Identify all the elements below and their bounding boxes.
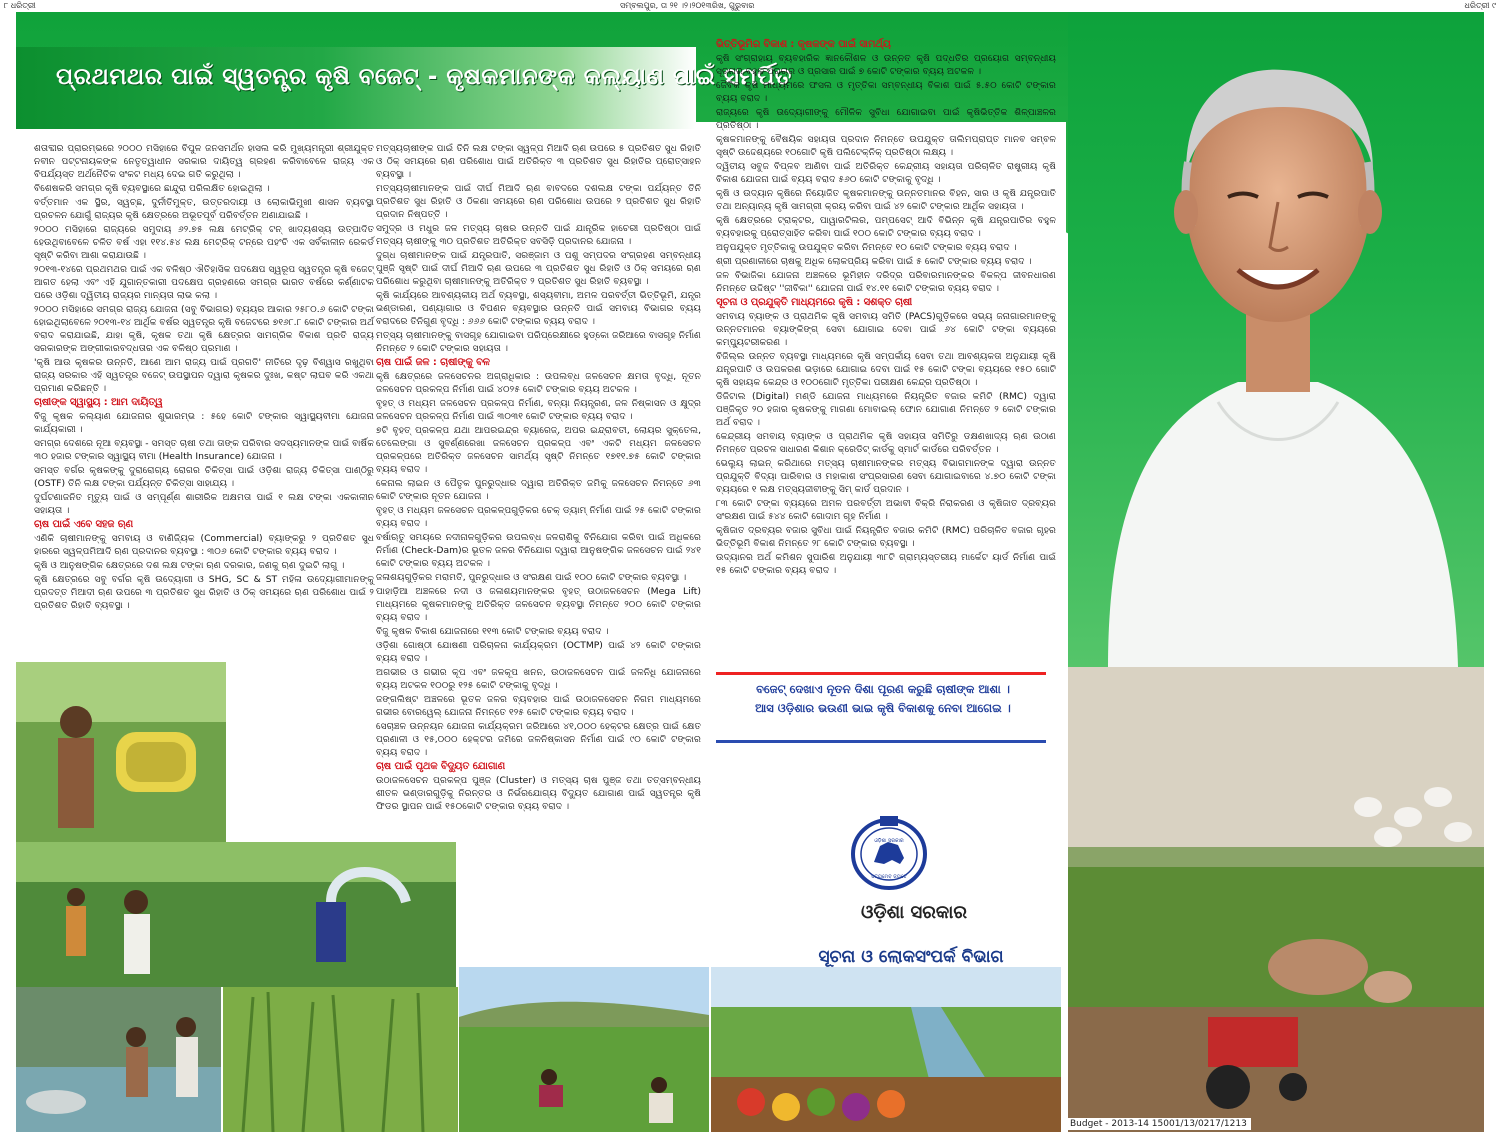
masthead-date: ସମ୍ବଲପୁର, ତା ୨୧ ।୨।୨୦୧୩ରିଖ, ଗୁରୁବାର <box>620 1 755 10</box>
section-heading-technology: ସୂଚନା ଓ ପ୍ରଯୁକ୍ତି ମାଧ୍ୟମରେ କୃଷି : ସଶକ୍ତ ଚାଷୀ <box>716 297 913 308</box>
photo-farmer-bananas <box>16 662 226 842</box>
right-page-label: ଧରିତ୍ରୀ ୯ <box>1464 1 1496 10</box>
column-2: ମତ୍ସ୍ୟଚାଷୀଙ୍କ ପାଇଁ ତିନି ଲକ୍ଷ ଟଙ୍କା ସ୍ୱଳ୍ପ ମିଆଦି ଋଣ ଉପରେ ୫ ପ୍ରତିଶତ ସୁଧ ରିହାତି ଓ ଠିକ୍ ସମୟରେ ଋଣ ପରିଶୋଧ ପାଇଁ ଅତିରିକ୍ତ ୩ ପ୍ରତିଶତ ସୁଧ ରିହାତିର ପ୍ରୋତ୍ସାହନ ବ୍ୟବସ୍ଥା । ମତ୍ସ୍ୟଚାଷୀମାନଙ୍କ ପାଇଁ ଦୀର୍ଘ ମିଆଦି ଋଣ ବାବଦରେ ଦଶଲକ୍ଷ ଟଙ୍କା ପର୍ଯ୍ୟନ୍ତ ତିନି ପ୍ରତିଶତ ସୁଧ ରିହାତି ଓ ଠିକଣା ସମୟରେ ଋଣ ପରିଶୋଧ ଉପରେ ୨ ପ୍ରତିଶତ ସୁଧ ରିହାତି ପ୍ରଦାନ ନିଷ୍ପତ୍ତି । ସମୁଦ୍ର ଓ ମଧୁର ଜଳ ମତ୍ସ୍ୟ ଚାଷର ଉନ୍ନତି ପାଇଁ ଯାନ୍ତ୍ରିକ ହାଚେରୀ ପ୍ରତିଷ୍ଠା ପାଇଁ ମତ୍ସ୍ୟ ଚାଷୀଙ୍କୁ ୩୦ ପ୍ରତିଶତ ଅତିରିକ୍ତ ସବସିଡ଼ି ପ୍ରଦାନର ଯୋଜନା । ଦୁଗ୍ଧ ଚାଷୀମାନଙ୍କ ପାଇଁ ଯନ୍ତ୍ରପାତି, ସରଞ୍ଜାମ ଓ ପଶୁ ସମ୍ପଦର ସଂଗ୍ରହଣ ସମ୍ବନ୍ଧୀୟ ପୁଞ୍ଜି ସୃଷ୍ଟି ପାଇଁ ଦୀର୍ଘ ମିଆଦି ଋଣ ଉପରେ ୩ ପ୍ରତିଶତ ସୁଧ ରିହାତି ଓ ଠିକ୍ ସମୟରେ ଋଣ ପରିଶୋଧ କରୁଥିବା ଚାଷୀମାନଙ୍କୁ ଅତିରିକ୍ତ ୨ ପ୍ରତିଶତ ସୁଧ ରିହାତି ବ୍ୟବସ୍ଥା । କୃଷି କାର୍ଯ୍ୟରେ ଆବଶ୍ୟକୀୟ ଅର୍ଥ ବ୍ୟବସ୍ଥା, ଶସ୍ୟବୀମା, ଅମଳ ପରବର୍ତ୍ତୀ ଭିତ୍ତିଭୂମି, ଯନ୍ତ୍ର ଭଣ୍ଡାରଣ, ପଣ୍ୟାଗାର ଓ ବିପଣନ ବ୍ୟବସ୍ଥାର ଉନ୍ନତି ପାଇଁ ସମବାୟ ବିଭାଗର ବ୍ୟୟ ବରାଦରେ ତିନିଗୁଣ ବୃଦ୍ଧି : ୬୬୬ କୋଟି ଟଙ୍କାର ବ୍ୟୟ ବରାଦ । ମତ୍ସ୍ୟ ଚାଷୀମାନଙ୍କୁ ବାସଗୃହ ଯୋଗାଇବା ପରିପ୍ରେକ୍ଷୀରେ ହୁଡ୍‌କୋ ଜରିଆରେ ବାସଗୃହ ନିର୍ମାଣ ନିମନ୍ତେ ୨ କୋଟି ଟଙ୍କାର ସହାୟତା । ଚାଷ ପାଇଁ ଜଳ : ଚାଷୀଙ୍କୁ ବଳ କୃଷି କ୍ଷେତ୍ରରେ ଜଳସେଚନର ଅଗ୍ରାଧିକାର : ଉପଲବ୍ଧ ଜଳସେଚନ କ୍ଷମତା ବୃଦ୍ଧି, ନୂତନ ଜଳସେଚନ ପ୍ରକଳ୍ପ ନିର୍ମାଣ ପାଇଁ ୪୦୨୫ କୋଟି ଟଙ୍କାର ବ୍ୟୟ ଅଟକଳ । ବୃହତ୍ ଓ ମଧ୍ୟମ ଜଳସେଚନ ପ୍ରକଳ୍ପ ନିର୍ମାଣ, ବନ୍ୟା ନିୟନ୍ତ୍ରଣ, ଜଳ ନିଷ୍କାସନ ଓ କ୍ଷୁଦ୍ର ଜଳସେଚନ ପ୍ରକଳ୍ପ ନିର୍ମାଣ ପାଇଁ ୩୦୩୧ କୋଟି ଟଙ୍କାର ବ୍ୟୟ ବରାଦ । ୭ଟି ବୃହତ୍ ପ୍ରକଳ୍ପ ଯଥା ଆପରଇନ୍ଦ୍ର ବ୍ୟାରେଜ୍, ଅପର ଇନ୍ଦ୍ରାବତୀ, ଲୋୟର ସୁକ୍‌ତେଲ, ତେଲେଙ୍ଗା ଓ ସୁବର୍ଣ୍ଣରେଖା ଜଳସେଚନ ପ୍ରକଳ୍ପ ଏବଂ ଏକଟି ମଧ୍ୟମ ଜଳସେଚନ ପ୍ରକଳ୍ପରେ ଅତିରିକ୍ତ ଜଳସେଚନ ସାମର୍ଥ୍ୟ ସୃଷ୍ଟି ନିମନ୍ତେ ୧୭୧୧.୭୫ କୋଟି ଟଙ୍କାର ବ୍ୟୟ ବରାଦ । କେନାଲ ଲାଇନ ଓ ପୈତୃକ ପୁନରୁଦ୍ଧାର ଦ୍ୱାରା ଅତିରିକ୍ତ ଜମିକୁ ଜଳସେଚନ ନିମନ୍ତେ ୬୩ କୋଟି ଟଙ୍କାର ନୂତନ ଯୋଜନା । ବୃହତ୍ ଓ ମଧ୍ୟମ ଜଳସେଚନ ପ୍ରକଳ୍ପଗୁଡ଼ିକର ଚେକ୍ ଡ୍ୟାମ୍ ନିର୍ମାଣ ପାଇଁ ୨୫ କୋଟି ଟଙ୍କାର ବ୍ୟୟ ବରାଦ । ବର୍ଷାଋତୁ ସମୟରେ ନଦୀନାଳଗୁଡ଼ିକର ଉପଲବ୍ଧ ଜଳରାଶିକୁ ବିନିଯୋଗ କରିବା ପାଇଁ ଅଧିକରେ ନିର୍ମାଣ (Check-Dam)ର ଭୂତଳ ଜଳର ବିନିଯୋଗ ଦ୍ୱାରା ଆନୁଷଙ୍ଗିକ ଜଳସେଚନ ପାଇଁ ୨୪୧ କୋଟି ଟଙ୍କାର ବ୍ୟୟ ଅଟକଳ । ଜଳାଶୟଗୁଡ଼ିକର ମରାମତି, ପୁନରୁଦ୍ଧାର ଓ ସଂରକ୍ଷଣ ପାଇଁ ୧୦୦ କୋଟି ଟଙ୍କାର ବ୍ୟବସ୍ଥା । ପାହାଡ଼ିଆ ଅଞ୍ଚଳରେ ନଦୀ ଓ ଜଳାଶୟମାନଙ୍କର ବୃହତ୍ ଉଠାଜଳସେଚନ (Mega Lift) ମାଧ୍ୟମରେ କୃଷକମାନଙ୍କୁ ଅତିରିକ୍ତ ଜଳସେଚନ ବ୍ୟବସ୍ଥା ନିମନ୍ତେ ୨୦୦ କୋଟି ଟଙ୍କାର ବ୍ୟୟ ବରାଦ । ବିଜୁ କୃଷକ ବିକାଶ ଯୋଜନାରେ ୧୧୩ କୋଟି ଟଙ୍କାର ବ୍ୟୟ ବରାଦ । ଓଡ଼ିଶା ଗୋଷ୍ଠୀ ଯୋଷଣୀ ପରିଚାଳନା କାର୍ଯ୍ୟକ୍ରମ (OCTMP) ପାଇଁ ୪୨ କୋଟି ଟଙ୍କାର ବ୍ୟୟ ବରାଦ । ଅଗଭୀର ଓ ଗଭୀର କୂପ ଏବଂ ଜଳକୂପ ଖନନ, ଉଠାଜଳସେଚନ ପାଇଁ ଜଳନିଧି ଯୋଜନାରେ ବ୍ୟୟ ଅଟକଳ ୧୦୦ରୁ ୧୨୫ କୋଟି ଟଙ୍କାକୁ ବୃଦ୍ଧି । ଜଙ୍ଗଲିଷ୍ଟ ଅଞ୍ଚଳରେ ଭୂତଳ ଜଳର ବ୍ୟବହାର ପାଇଁ ଉଠାଜଳସେଚନ ନିଗମ ମାଧ୍ୟମରେ ଗଭୀର ବୋରୱେଲ୍ ଯୋଜନା ନିମନ୍ତେ ୧୨୫ କୋଟି ଟଙ୍କାର ବ୍ୟୟ ବରାଦ । ସେଚାଞ୍ଚଳ ଉନ୍ନୟନ ଯୋଜନା କାର୍ଯ୍ୟକ୍ରମ ଜରିଆରେ ୪୧,୦୦୦ ହେକ୍ଟର କ୍ଷେତ୍ର ପାଇଁ କ୍ଷେତ ପ୍ରଣାଳୀ ଓ ୧୫,୦୦୦ ହେକ୍ଟର ଜମିରେ ଜଳନିଷ୍କାସନ ନିର୍ମାଣ ପାଇଁ ୯୦ କୋଟି ଟଙ୍କାର ବ୍ୟୟ ବରାଦ । ଚାଷ ପାଇଁ ପୃଥକ ବିଦ୍ୟୁତ ଯୋଗାଣ ଉଠାଜଳସେଚନ ପ୍ରକଳ୍ପ ପୁଞ୍ଜ (Cluster) ଓ ମତ୍ସ୍ୟ ଚାଷ ପୁଞ୍ଜ ତଥା ତତ୍ସମ୍ବନ୍ଧୀୟ ଶୀତଳ ଭଣ୍ଡାରଗୁଡ଼ିକୁ ନିରନ୍ତର ଓ ନିର୍ଭରଯୋଗ୍ୟ ବିଦ୍ୟୁତ ଯୋଗାଣ ପାଇଁ ସ୍ୱତନ୍ତ୍ର କୃଷି ଫିଡର ସ୍ଥାପନ ପାଇଁ ୧୫୦କୋଟି ଟଙ୍କାର ବ୍ୟୟ ବରାଦ । <box>376 143 701 812</box>
budget-code: Budget - 2013-14 15001/13/0217/1213 <box>1066 1118 1251 1130</box>
column-1: ଶତାବ୍ଦୀର ପ୍ରାରମ୍ଭରେ ୨୦୦୦ ମସିହାରେ ବିପୁଳ ଜନସମର୍ଥନ ହାସଲ କରି ମୁଖ୍ୟମନ୍ତ୍ରୀ ଶ୍ରୀଯୁକ୍ତ ନବୀନ ପଟ୍ଟନାୟକଙ୍କ ନେତୃତ୍ୱାଧୀନ ସରକାର ଦାୟିତ୍ୱ ଗ୍ରହଣ କରିବାବେଳେ ରାଜ୍ୟ ଏକ ବିପର୍ଯ୍ୟସ୍ତ ଅର୍ଥନୈତିକ ସଂକଟ ମଧ୍ୟ ଦେଇ ଗତି କରୁଥିଲା । ବିଶେଷକରି ସମଗ୍ର କୃଷି ବ୍ୟବସ୍ଥାରେ ଛାନ୍ଦୁରା ପରିଲକ୍ଷିତ ହୋଇଥିଲା । ବର୍ତ୍ତମାନ ଏକ ସ୍ଥିର, ସ୍ୱଚ୍ଛ, ଦୁର୍ନୀତିମୁକ୍ତ, ଉତ୍ତରଦାୟୀ ଓ ଲୋକାଭିମୁଖୀ ଶାସନ ବ୍ୟବସ୍ଥା ପ୍ରଚଳନ ଯୋଗୁଁ ରାଜ୍ୟର କୃଷି କ୍ଷେତ୍ରରେ ଅଭୂତପୂର୍ବ ପରିବର୍ତ୍ତନ ଅଣାଯାଇଛି । ୨୦୦୦ ମସିହାରେ ରାଜ୍ୟରେ ସମୁଦାୟ ୬୨.୭୫ ଲକ୍ଷ ମେଟ୍ରିକ୍ ଟନ୍ ଖାଦ୍ୟଶସ୍ୟ ଉତ୍ପାଦିତ ହେଉଥିବାବେଳେ ଚଳିତ ବର୍ଷ ଏହା ୧୧୪.୫୪ ଲକ୍ଷ ମେଟ୍ରିକ୍ ଟନ୍‌ରେ ପହଂଚି ଏକ ସର୍ବକାଳୀନ ରେକର୍ଡ ସୃଷ୍ଟି କରିବା ଆଶା କରାଯାଉଛି । ୨୦୧୩-୧୪ରେ ପ୍ରଥମଥର ପାଇଁ ଏକ ବଳିଷ୍ଠ ଐତିହାସିକ ପଦକ୍ଷେପ ସ୍ୱରୂପ ସ୍ୱତନ୍ତ୍ର କୃଷି ବଜେଟ୍ ଆଗତ ହେଲା ଏବଂ ଏହି ଯୁଗାନ୍ତକାରୀ ପଦକ୍ଷେପ ଗ୍ରହଣରେ ସମଗ୍ର ଭାରତ ବର୍ଷରେ କର୍ଣ୍ଣାଟକ ପରେ ଓଡ଼ିଶା ଦ୍ୱିତୀୟ ରାଜ୍ୟର ମାନ୍ୟତା ଲାଭ କଲା । ୨୦୦୦ ମସିହାରେ ସମଗ୍ର ରାଜ୍ୟ ଯୋଜନା (ସବୁ ବିଭାଗର) ବ୍ୟୟର ଆକାର ୨୫୮୦.୬ କୋଟି ଟଙ୍କା ହୋଇଥିଲାବେଳେ ୨୦୧୩-୧୪ ଆର୍ଥିକ ବର୍ଷର ସ୍ୱତନ୍ତ୍ର କୃଷି ବଜେଟରେ ୭୧୬୮.୮ କୋଟି ଟଙ୍କାର ଅର୍ଥ ବରାଦ କରାଯାଇଛି, ଯାହା କୃଷି, କୃଷକ ତଥା କୃଷି କ୍ଷେତ୍ରର ସାମଗ୍ରିକ ବିକାଶ ପ୍ରତି ରାଜ୍ୟ ସରକାରଙ୍କ ଅଙ୍ଗୀକାରବଦ୍ଧତାର ଏକ ବଳିଷ୍ଠ ପ୍ରମାଣ । 'କୃଷି ଆଉ କୃଷକର ଉନ୍ନତି, ଆଣେ ଆମ ରାଜ୍ୟ ପାଇଁ ପ୍ରଗତି' ନୀତିରେ ଦୃଢ଼ ବିଶ୍ୱାସ ରଖୁଥିବା ରାଜ୍ୟ ସରକାର ଏହି ସ୍ୱତନ୍ତ୍ର ବଜେଟ୍ ଉପସ୍ଥାପନ ଦ୍ୱାରା କୃଷକର ଦୁଃଖ, କଷ୍ଟ ଲାଘବ କରି ଏକଥା ପ୍ରମାଣ କରିଛନ୍ତି । ଚାଷୀଙ୍କ ସ୍ୱାସ୍ଥ୍ୟ : ଆମ ଦାୟିତ୍ୱ ବିଜୁ କୃଷକ କଲ୍ୟାଣ ଯୋଜନାର ଶୁଭାରମ୍ଭ : ୫ହେ କୋଟି ଟଙ୍କାର ସ୍ୱାସ୍ଥ୍ୟବୀମା ଯୋଜନା କାର୍ଯ୍ୟକାରୀ । ସମଗ୍ର ଦେଶରେ ନୂଆ ବ୍ୟବସ୍ଥା - ସମସ୍ତ ଚାଷୀ ତଥା ତାଙ୍କ ପରିବାର ସଦସ୍ୟମାନଙ୍କ ପାଇଁ ବାର୍ଷିକ ୩୦ ହଜାର ଟଙ୍କାର ସ୍ୱାସ୍ଥ୍ୟ ବୀମା (Health Insurance) ଯୋଜନା । ସମସ୍ତ ବର୍ଗର କୃଷକଙ୍କୁ ଦୁରାରୋଗ୍ୟ ରୋଗର ଚିକିତ୍ସା ପାଇଁ ଓଡ଼ିଶା ରାଜ୍ୟ ଚିକିତ୍ସା ପାଣ୍ଠିରୁ (OSTF) ତିନି ଲକ୍ଷ ଟଙ୍କା ପର୍ଯ୍ୟନ୍ତ ଚିକିତ୍ସା ସାହାଯ୍ୟ । ଦୁର୍ଘଟଣାଜନିତ ମୃତ୍ୟୁ ପାଇଁ ଓ ସମ୍ପୂର୍ଣ୍ଣ ଶାରୀରିକ ଅକ୍ଷମତା ପାଇଁ ୧ ଲକ୍ଷ ଟଙ୍କା ଏକକାଳୀନ ସହାୟତା । ଚାଷ ପାଇଁ ଏବେ ସହଜ ଋଣ ଏଣିକି ଚାଷୀମାନଙ୍କୁ ସମବାୟ ଓ ବାଣିଜ୍ୟିକ (Commercial) ବ୍ୟାଙ୍କରୁ ୨ ପ୍ରତିଶତ ସୁଧ ହାରରେ ସ୍ୱଳ୍ପମିଆଦି ଋଣ ପ୍ରଦାନର ବ୍ୟବସ୍ଥା : ୩୦୬ କୋଟି ଟଙ୍କାର ବ୍ୟୟ ବରାଦ । କୃଷି ଓ ଆନୁଷଙ୍ଗିକ କ୍ଷେତ୍ରରେ ଦଶ ଲକ୍ଷ ଟଙ୍କା ଋଣ ଦରକାର, ଜଣକୁ ଋଣ ଦୁଇଟି ଲାଗୁ । କୃଷି କ୍ଷେତ୍ରରେ ସବୁ ବର୍ଗର କୃଷି ଉଦ୍ୟୋଗୀ ଓ SHG, SC & ST ମହିଳା ଉଦ୍ୟୋଗୀମାନଙ୍କୁ ପ୍ରଦତ୍ତ ମିଆଦୀ ଋଣ ଉପରେ ୩ ପ୍ରତିଶତ ସୁଧ ରିହାତି ଓ ଠିକ୍ ସମୟରେ ଋଣ ପରିଶୋଧ ପାଇଁ ୨ ପ୍ରତିଶତ ରିହାତି ବ୍ୟବସ୍ଥା । <box>34 143 374 611</box>
slogan-line-1: ବଜେଟ୍ ଦେଖାଏ ନୂତନ ଦିଶା ପୂରଣ କରୁଛି ଚାଷୀଙ୍କ ଆଶା । <box>756 682 1010 696</box>
page-title: ପ୍ରଥମଥର ପାଇଁ ସ୍ୱତନ୍ତ୍ର କୃଷି ବଜେଟ୍ - କୃଷକମାନଙ୍କ କଲ୍ୟାଣ ପାଇଁ ସମର୍ପିତ <box>56 64 792 90</box>
section-heading-electricity: ଚାଷ ପାଇଁ ପୃଥକ ବିଦ୍ୟୁତ ଯୋଗାଣ <box>376 761 506 772</box>
department-name: ସୂଚନା ଓ ଲୋକସଂପର୍କ ବିଭାଗ <box>818 947 1004 967</box>
masthead <box>0 0 1500 12</box>
photo-paddy-planting <box>459 967 709 1132</box>
photo-canal-vegetables <box>711 967 1061 1132</box>
portrait-illustration <box>1068 12 1484 667</box>
chief-minister-portrait <box>1068 12 1484 667</box>
column-3: ଭିତ୍ତିଭୂମିର ବିକାଶ : କୃଷକଙ୍କ ପାଇଁ ସାମର୍ଥ୍ୟ କୃଷି ସଂଗ୍ରାହାୟ ବ୍ୟବହାରିକ ଜ୍ଞାନକୌଶଳ ଓ ଉନ୍ନତ କୃଷି ପଦ୍ଧତିର ପ୍ରୟୋଗ ସମ୍ବନ୍ଧୀୟ ସୂଚନାର ବହୁଳ ପ୍ରଚାର ଓ ପ୍ରସାର ପାଇଁ ୭ କୋଟି ଟଙ୍କାର ବ୍ୟୟ ଅଟକଳ । ଜୈବିକ କୃଷି ମାଧ୍ୟମରେ ଫସଲ ଓ ମୃତ୍ତିକା ସମ୍ବନ୍ଧୀୟ ବିକାଶ ପାଇଁ ୫.୫୦ କୋଟି ଟଙ୍କାର ବ୍ୟୟ ବରାଦ । ରାଜ୍ୟରେ କୃଷି ଉଦ୍ୟୋଗୀଙ୍କୁ ମୌଳିକ ସୁବିଧା ଯୋଗାଇବା ପାଇଁ କୃଷିଭିତ୍ତିକ ଶିଳ୍ପାଞ୍ଚଳର ପ୍ରତିଷ୍ଠା । କୃଷକମାନଙ୍କୁ ବୈଷୟିକ ସହାୟତା ପ୍ରଦାନ ନିମନ୍ତେ ଉପଯୁକ୍ତ ତାଲିମପ୍ରାପ୍ତ ମାନବ ସମ୍ବଳ ସୃଷ୍ଟି ଉଦ୍ଦେଶ୍ୟରେ ୧୦ଗୋଟି କୃଷି ପଲିଟେକ୍‌ନିକ୍ ପ୍ରତିଷ୍ଠା ଲକ୍ଷ୍ୟ । ଦ୍ୱିତୀୟ ସବୁଜ ବିପ୍ଳବ ଆଣିବା ପାଇଁ ଅତିରିକ୍ତ କେନ୍ଦ୍ରୀୟ ସହାୟତା ପରିଚାଳିତ ରାଷ୍ଟ୍ରୀୟ କୃଷି ବିକାଶ ଯୋଜନା ପାଇଁ ବ୍ୟୟ ବରାଦ ୫୬୦ କୋଟି ଟଙ୍କାକୁ ବୃଦ୍ଧି । କୃଷି ଓ ଉଦ୍ୟାନ କୃଷିରେ ନିୟୋଜିତ କୃଷକମାନଙ୍କୁ ଉନ୍ନତମାନର ବିହନ, ସାର ଓ କୃଷି ଯନ୍ତ୍ରପାତି ତଥା ଅନ୍ୟାନ୍ୟ କୃଷି ସାମଗ୍ରୀ କ୍ରୟ କରିବା ପାଇଁ ୪୨ କୋଟି ଟଙ୍କାର ଆର୍ଥିକ ସହାୟତା । କୃଷି କ୍ଷେତ୍ରରେ ଟ୍ରାକ୍ଟର, ପାୱାରଟିଲର, ପମ୍ପସେଟ୍ ଆଦି ବିଭିନ୍ନ କୃଷି ଯନ୍ତ୍ରପାତିର ବହୁଳ ବ୍ୟବହାରକୁ ପ୍ରୋତ୍ସାହିତ କରିବା ପାଇଁ ୧୦୦ କୋଟି ଟଙ୍କାର ବ୍ୟୟ ବରାଦ । ଅନୁପଯୁକ୍ତ ମୃତ୍ତିକାକୁ ଉପଯୁକ୍ତ କରିବା ନିମନ୍ତେ ୧୦ କୋଟି ଟଙ୍କାର ବ୍ୟୟ ବରାଦ । ଶ୍ରୀ ପ୍ରଣାଳୀରେ ଚାଷକୁ ଅଧିକ ଲୋକପ୍ରିୟ କରିବା ପାଇଁ ୫ କୋଟି ଟଙ୍କାର ବ୍ୟୟ ବରାଦ । ଜଳ ବିଭାଜିକା ଯୋଜନା ଅଞ୍ଚଳରେ ଭୂମିହୀନ ଦରିଦ୍ର ପରିବାରମାନଙ୍କର ବିକଳ୍ପ ଜୀବନଧାରଣ ନିମନ୍ତେ ଉଦ୍ଦିଷ୍ଟ ''ଜୀବିକା'' ଯୋଜନା ପାଇଁ ୧୪.୧୧ କୋଟି ଟଙ୍କାର ବ୍ୟୟ ବରାଦ । ସୂଚନା ଓ ପ୍ରଯୁକ୍ତି ମାଧ୍ୟମରେ କୃଷି : ସଶକ୍ତ ଚାଷୀ ସମବାୟ ବ୍ୟାଙ୍କ ଓ ପ୍ରାଥମିକ କୃଷି ସମବାୟ ସମିତି (PACS)ଗୁଡ଼ିକରେ ସଭ୍ୟ ଜନାଗାରମାନଙ୍କୁ ଉନ୍ନତମାନର ବ୍ୟାଙ୍କିଙ୍ଗ୍ ସେବା ଯୋଗାଇ ଦେବା ପାଇଁ ୬୪ କୋଟି ଟଙ୍କା ବ୍ୟୟରେ କମ୍ପ୍ୟୁଟରୀକରଣ । ବିଜିଲ୍ଲ ଉନ୍ନତ ବ୍ୟବସ୍ଥା ମାଧ୍ୟମରେ କୃଷି ସମ୍ପର୍କୀୟ ସେବା ତଥା ଆବଶ୍ୟକତା ଅନୁଯାୟୀ କୃଷି ଯନ୍ତ୍ରପାତି ଓ ଉପକରଣ ଭଡ଼ାରେ ଯୋଗାଇ ଦେବା ପାଇଁ ୧୫ କୋଟି ଟଙ୍କା ବ୍ୟୟରେ ୧୫୦ ଗୋଟି କୃଷି ସହାୟକ କେନ୍ଦ୍ର ଓ ୧୦୦ଗୋଟି ମୃତ୍ତିକା ପରୀକ୍ଷଣ କେନ୍ଦ୍ର ପ୍ରତିଷ୍ଠା । ଡିଜିଟାଲ (Digital) ମଣ୍ଡି ଯୋଜନା ମାଧ୍ୟମରେ ନିୟନ୍ତ୍ରିତ ବଜାର କମିଟି (RMC) ଦ୍ୱାରା ପଞ୍ଜିକୃତ ୨୦ ହଜାର କୃଷକଙ୍କୁ ମାଗଣା ମୋବାଇଲ୍ ଫୋନ ଯୋଗାଣ ନିମନ୍ତେ ୨ କୋଟି ଟଙ୍କାର ଅର୍ଥ ବରାଦ । କେନ୍ଦ୍ରୀୟ ସମବାୟ ବ୍ୟାଙ୍କ ଓ ପ୍ରାଥମିକ କୃଷି ସହାୟତା ସମିତିରୁ ଡକ୍ଷଣଖାଦ୍ୟ ଋଣ ଉଠାଣ ନିମନ୍ତେ ପ୍ରଚଳ ସାଧାରଣ କିଶାନ କ୍ରେଡିଟ୍ କାର୍ଡକୁ ସ୍ମାର୍ଟ କାର୍ଡରେ ପରିବର୍ତ୍ତନ । ଭେଲ୍ୟୁ ଲାଇନ୍ କରିଥାରେ ମତ୍ସ୍ୟ ଚାଷୀମାନଙ୍କର ମତ୍ସ୍ୟ ବିଭାଗମାନଙ୍କ ଦ୍ୱାରା ଉନ୍ନତ ପ୍ରଯୁକ୍ତି ବିଦ୍ୟା ପାରିବାର ଓ ମହାକାଶ ସଂପ୍ରସାରଣ ସେବା ଯୋଗାଇବାରେ ୪.୭୦ କୋଟି ଟଙ୍କା ବ୍ୟୟରେ ୧ ଲକ୍ଷ ମତ୍ସ୍ୟଜୀବୀଙ୍କୁ ସିମ୍ କାର୍ଡ ପ୍ରଦାନ । ୮୩ କୋଟି ଟଙ୍କା ବ୍ୟୟରେ ଅମଳ ପରବର୍ତ୍ତୀ ଅଭାବୀ ବିକ୍ରି ନିରାକରଣ ଓ କୃଷିଜାତ ଦ୍ରବ୍ୟର ସଂରକ୍ଷଣ ପାଇଁ ୫୪୪ କୋଟି ଗୋଦାମ ଗୃହ ନିର୍ମାଣ । କୃଷିଜାତ ଦ୍ରବ୍ୟର ବଜାର ସୁବିଧା ପାଇଁ ନିୟନ୍ତ୍ରିତ ବଜାର କମିଟି (RMC) ପରିଚାଳିତ ବଜାର ଗୃହର ଭିତ୍ତିଭୂମି ବିକାଶ ନିମନ୍ତେ ୨୮ କୋଟି ଟଙ୍କାର ବ୍ୟବସ୍ଥା । ଉଦ୍ୟାନର ଅର୍ଥ କମିଶନ ସୁପାରିଶ ଅନୁଯାୟୀ ୩୮ଟି ଗ୍ରାମ୍ୟସ୍ତରୀୟ ମାର୍କେଟ ୟାର୍ଡ ନିର୍ମାଣ ପାଇଁ ୧୫ କୋଟି ଟଙ୍କାର ବ୍ୟୟ ବରାଦ । <box>716 39 1056 576</box>
divider-red <box>716 672 1046 675</box>
intro-paragraph: ଶତାବ୍ଦୀର ପ୍ରାରମ୍ଭରେ ୨୦୦୦ ମସିହାରେ ବିପୁଳ ଜନସମର୍ଥନ ହାସଲ କରି ମୁଖ୍ୟମନ୍ତ୍ରୀ ଶ୍ରୀଯୁକ୍ତ ନବୀନ ପଟ୍ଟନାୟକଙ୍କ ନେତୃତ୍ୱାଧୀନ ସରକାର ଦାୟିତ୍ୱ ଗ୍ରହଣ କରିବାବେଳେ ରାଜ୍ୟ ଏକ ବିପର୍ଯ୍ୟସ୍ତ ଅର୍ଥନୈତିକ ସଂକଟ ମଧ୍ୟ ଦେଇ ଗତି କରୁଥିଲା । <box>34 143 374 180</box>
section-heading-easy-loan: ଚାଷ ପାଇଁ ଏବେ ସହଜ ଋଣ <box>34 519 134 530</box>
emblem-motto: ସତ୍ୟମେବ ଜୟତେ <box>871 874 907 880</box>
photo-field-pump <box>16 842 456 987</box>
photo-sugarcane <box>223 987 458 1132</box>
photo-poultry-cattle-tractor <box>1068 667 1484 1132</box>
section-heading-farmer-health: ଚାଷୀଙ୍କ ସ୍ୱାସ୍ଥ୍ୟ : ଆମ ଦାୟିତ୍ୱ <box>34 397 163 408</box>
section-heading-infrastructure: ଭିତ୍ତିଭୂମିର ବିକାଶ : କୃଷକଙ୍କ ପାଇଁ ସାମର୍ଥ୍ୟ <box>716 39 891 50</box>
government-name: ଓଡ଼ିଶା ସରକାର <box>861 902 967 923</box>
left-page-label: ୮ ଧରିତ୍ରୀ <box>4 1 36 10</box>
odisha-govt-emblem-icon <box>834 812 944 892</box>
divider-blue <box>716 740 1046 743</box>
emblem-text: ଓଡ଼ିଶା ସରକାର <box>874 838 904 844</box>
slogan-line-2: ଆସ ଓଡ଼ିଶାର ଭଉଣୀ ଭାଇ କୃଷି ବିକାଶକୁ ନେବା ଆଗେଇ । <box>755 701 1011 715</box>
section-heading-irrigation: ଚାଷ ପାଇଁ ଜଳ : ଚାଷୀଙ୍କୁ ବଳ <box>376 357 490 368</box>
photo-fishing <box>16 987 221 1132</box>
advertisement-page <box>16 12 1484 1132</box>
slogan-box <box>718 680 1048 740</box>
